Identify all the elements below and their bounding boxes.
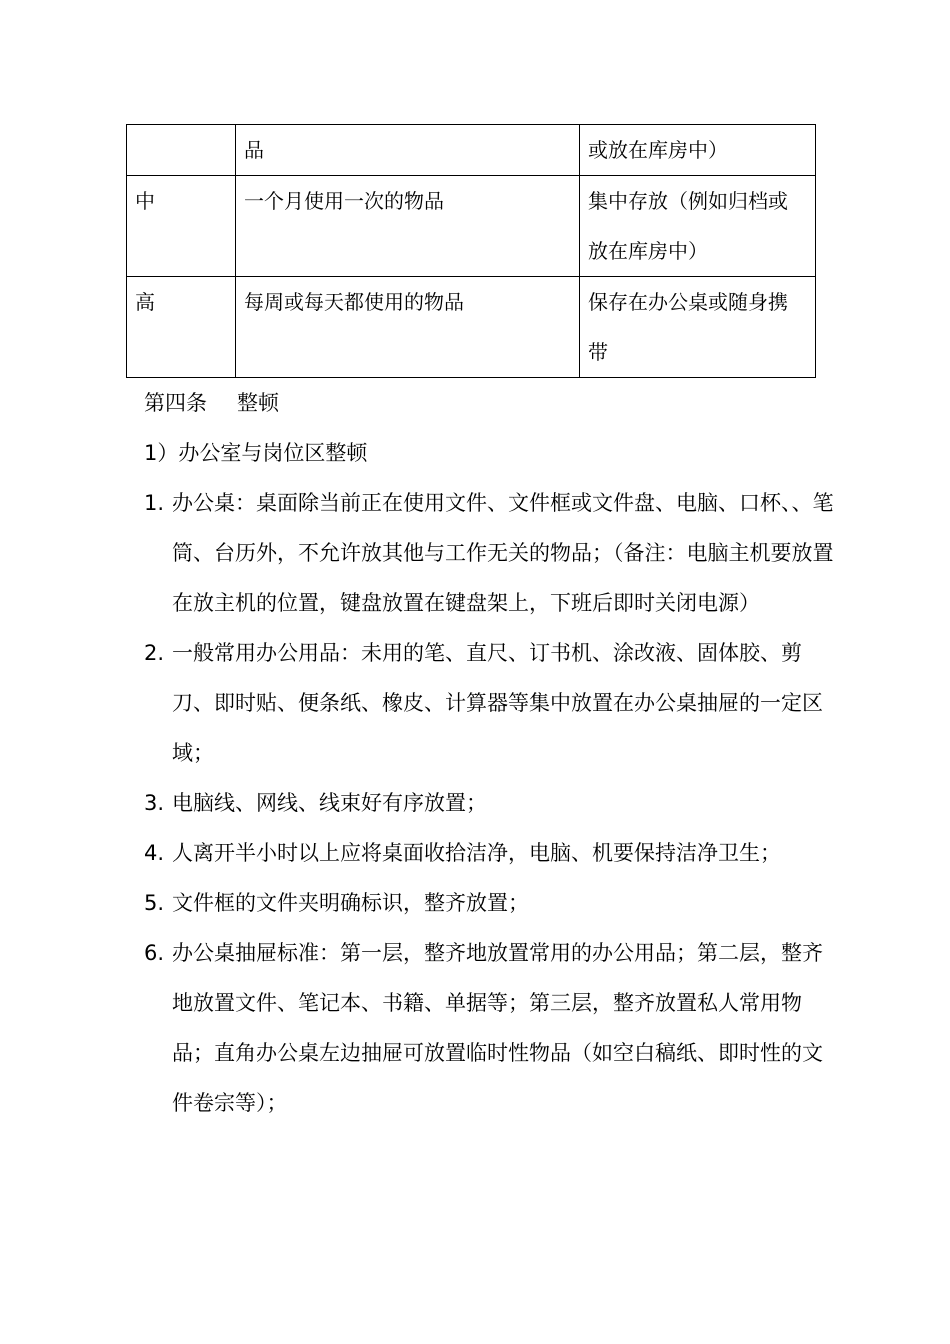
item-number: 5. [144,891,165,915]
item-text: 电脑线、网线、线束好有序放置； [172,791,487,815]
level-cell [127,125,236,176]
body-text [144,378,834,1128]
table-row [127,125,816,176]
description-cell: 品 [236,125,580,176]
item-text: 人离开半小时以上应将桌面收拾洁净，电脑、机要保持洁净卫生； [172,841,781,865]
list-item [144,478,834,628]
item-text: 文件框的文件夹明确标识，整齐放置； [172,891,529,915]
list-item [144,928,834,1128]
list-item [144,628,834,778]
article-title: 整顿 [237,391,279,415]
storage-cell: 集中存放（例如归档或放在库房中） [580,176,816,277]
storage-cell: 或放在库房中） [580,125,816,176]
item-text: 办公桌：桌面除当前正在使用文件、文件框或文件盘、电脑、口杯、、笔筒、台历外，不允许放其他与工作无关的物品；（备注：电脑主机要放置在放主机的位置，键盘放置在键盘架上，下班后即时关闭电源） [172,491,834,615]
item-number: 6. [144,941,165,965]
table-row [127,176,816,277]
list-item [144,778,834,828]
level-cell: 中 [127,176,236,277]
description-cell: 一个月使用一次的物品 [236,176,580,277]
list-item [144,828,834,878]
usage-frequency-table [126,124,816,378]
item-text: 一般常用办公用品：未用的笔、直尺、订书机、涂改液、固体胶、剪刀、即时贴、便条纸、橡皮、计算器等集中放置在办公桌抽屉的一定区域； [172,641,823,765]
subsection-heading: 1）办公室与岗位区整顿 [144,441,368,465]
list-item [144,878,834,928]
item-number: 3. [144,791,165,815]
description-cell: 每周或每天都使用的物品 [236,277,580,378]
item-number: 4. [144,841,165,865]
level-cell: 高 [127,277,236,378]
article-number: 第四条 [144,391,207,415]
item-text: 办公桌抽屉标准：第一层，整齐地放置常用的办公用品；第二层，整齐地放置文件、笔记本、书籍、单据等；第三层，整齐放置私人常用物品；直角办公桌左边抽屉可放置临时性物品（如空白稿纸、即时性的文件卷宗等）； [172,941,823,1115]
item-number: 2. [144,641,165,665]
table-row [127,277,816,378]
item-number: 1. [144,491,165,515]
article-heading [144,378,834,428]
storage-cell: 保存在办公桌或随身携带 [580,277,816,378]
